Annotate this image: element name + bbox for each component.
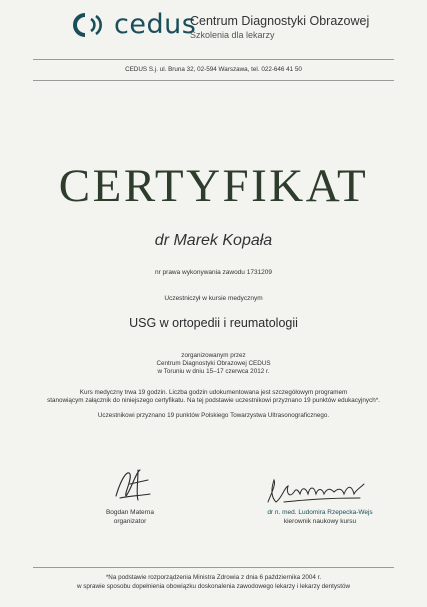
cedus-logo: [71, 11, 196, 39]
organization-subtitle: Szkolenia dla lekarzy: [190, 30, 275, 40]
organizer-signature-image: [108, 466, 158, 506]
organizer-name: Bogdan Materna: [105, 509, 155, 516]
certificate-title: CERTYFIKAT: [58, 160, 369, 212]
header-divider-top: [33, 59, 394, 60]
organization-header: [190, 14, 369, 41]
scientific-head-signature-image: [264, 472, 369, 508]
legal-footnote: [0, 573, 427, 591]
info-line: stanowiącym załącznik do niniejszego certyfikatu. Na tej podstawie uczestnikowi przyznano 19 punktów edukacyjnych*.: [47, 397, 380, 404]
cedus-logo-mark-icon: [71, 11, 111, 39]
header-divider-bottom: [33, 80, 394, 81]
ptu-points-info: Uczestnikowi przyznano 19 punktów Polskiego Towarzystwa Ultrasonograficznego.: [97, 412, 330, 419]
course-hours-info: [40, 389, 387, 405]
organizer-line: Centrum Diagnostyki Obrazowej CEDUS: [156, 360, 271, 367]
organization-name: Centrum Diagnostyki Obrazowej: [190, 14, 370, 28]
organizer-line: w Toruniu w dniu 15–17 czerwca 2012 r.: [157, 368, 270, 375]
course-name: USG w ortopedii i reumatologii: [129, 316, 298, 330]
organizer-line: zorganizowanym przez: [181, 352, 246, 359]
scientific-head-name: dr n. med. Ludomira Rzepecka-Wejs: [267, 509, 373, 516]
organizer-info: [0, 352, 427, 376]
organizer-role: organizator: [113, 518, 147, 525]
scientific-head-signature-block: [250, 508, 390, 526]
footnote-line: *Na podstawie rozporządzenia Ministra Zdrowia z dnia 6 października 2004 r.: [105, 574, 322, 581]
scientific-head-role: kierownik naukowy kursu: [283, 518, 357, 525]
footer-divider: [33, 567, 394, 568]
recipient-name: dr Marek Kopała: [154, 232, 273, 249]
logo-wordmark: cedus: [114, 9, 197, 40]
participation-text: Uczestniczył w kursie medycznym: [164, 295, 263, 302]
organizer-signature-block: [80, 508, 180, 526]
footnote-line: w sprawie sposobu dopełnienia obowiązku doskonalenia zawodowego lekarzy i lekarzy dentystów: [76, 583, 351, 590]
organization-address: CEDUS S.j. ul. Bruna 32, 02-594 Warszawa, tel. 022-646 41 50: [125, 66, 302, 73]
info-line: Kurs medyczny trwa 19 godzin. Liczba godzin udokumentowana jest szczegółowym programem: [79, 389, 348, 396]
license-number: nr prawa wykonywania zawodu 1731209: [154, 269, 273, 276]
